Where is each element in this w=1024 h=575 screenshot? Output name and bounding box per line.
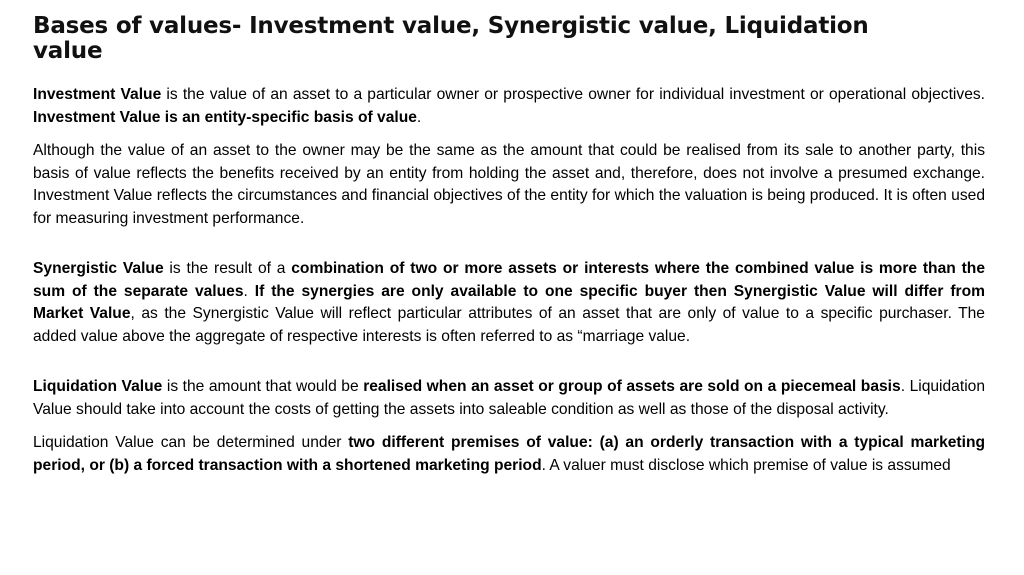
liquidation-premises-paragraph bbox=[33, 432, 985, 477]
section-spacer bbox=[33, 230, 985, 258]
investment-value-paragraph bbox=[33, 84, 985, 129]
paragraph-spacer bbox=[33, 421, 985, 432]
synergistic-value-paragraph bbox=[33, 258, 985, 348]
synergistic-value-term: Synergistic Value bbox=[33, 260, 164, 277]
synergistic-value-emphasis-1: combination of two or more assets or interests where the combined value is more than the sum of the separate values bbox=[33, 260, 985, 300]
paragraph-spacer bbox=[33, 129, 985, 140]
synergistic-value-text-2: . bbox=[243, 282, 255, 300]
liquidation-premises-emphasis: two different premises of value: (a) an orderly transaction with a typical marketing period, or (b) a forced transaction with a shortened marketing period bbox=[33, 434, 985, 474]
investment-value-text-2: . bbox=[416, 108, 422, 126]
investment-value-emphasis: Investment Value is an entity-specific basis of value bbox=[33, 108, 417, 126]
liquidation-value-text-1: is the amount that would be bbox=[162, 378, 364, 395]
investment-value-term: Investment Value bbox=[33, 86, 162, 103]
liquidation-value-paragraph bbox=[33, 376, 985, 421]
synergistic-value-text-3: , as the Synergistic Value will reflect particular attributes of an asset that are only of value to a specific purchaser. The added value above the aggregate of respective interests is often referred to as “marriage value. bbox=[33, 305, 985, 345]
synergistic-value-text-1: is the result of a bbox=[163, 260, 292, 277]
synergistic-value-emphasis-2: If the synergies are only available to one specific buyer then Synergistic Value will differ from Market Value bbox=[33, 282, 985, 322]
liquidation-value-text-2: . Liquidation Value should take into account the costs of getting the assets into saleable condition as well as those of the disposal activity. bbox=[33, 378, 985, 418]
liquidation-premises-text-2: . A valuer must disclose which premise of value is assumed bbox=[541, 456, 951, 474]
investment-value-detail-paragraph: Although the value of an asset to the owner may be the same as the amount that could be realised from its sale to another party, this basis of value reflects the benefits received by an entity from holding the asset and, therefore, does not involve a presumed exchange. Investment Value reflects the circumstances and financial objectives of the entity for which the valuation is being produced. It is often used for measuring investment performance. bbox=[33, 142, 985, 227]
slide-body bbox=[33, 84, 985, 477]
slide-title: Bases of values- Investment value, Synergistic value, Liquidation value bbox=[33, 13, 869, 64]
investment-value-text-1: is the value of an asset to a particular owner or prospective owner for individual investment or operational objectives. bbox=[161, 86, 985, 103]
liquidation-value-emphasis: realised when an asset or group of assets are sold on a piecemeal basis bbox=[363, 378, 901, 395]
section-spacer bbox=[33, 348, 985, 376]
liquidation-premises-text-1: Liquidation Value can be determined under bbox=[33, 434, 349, 451]
liquidation-value-term: Liquidation Value bbox=[33, 378, 163, 395]
